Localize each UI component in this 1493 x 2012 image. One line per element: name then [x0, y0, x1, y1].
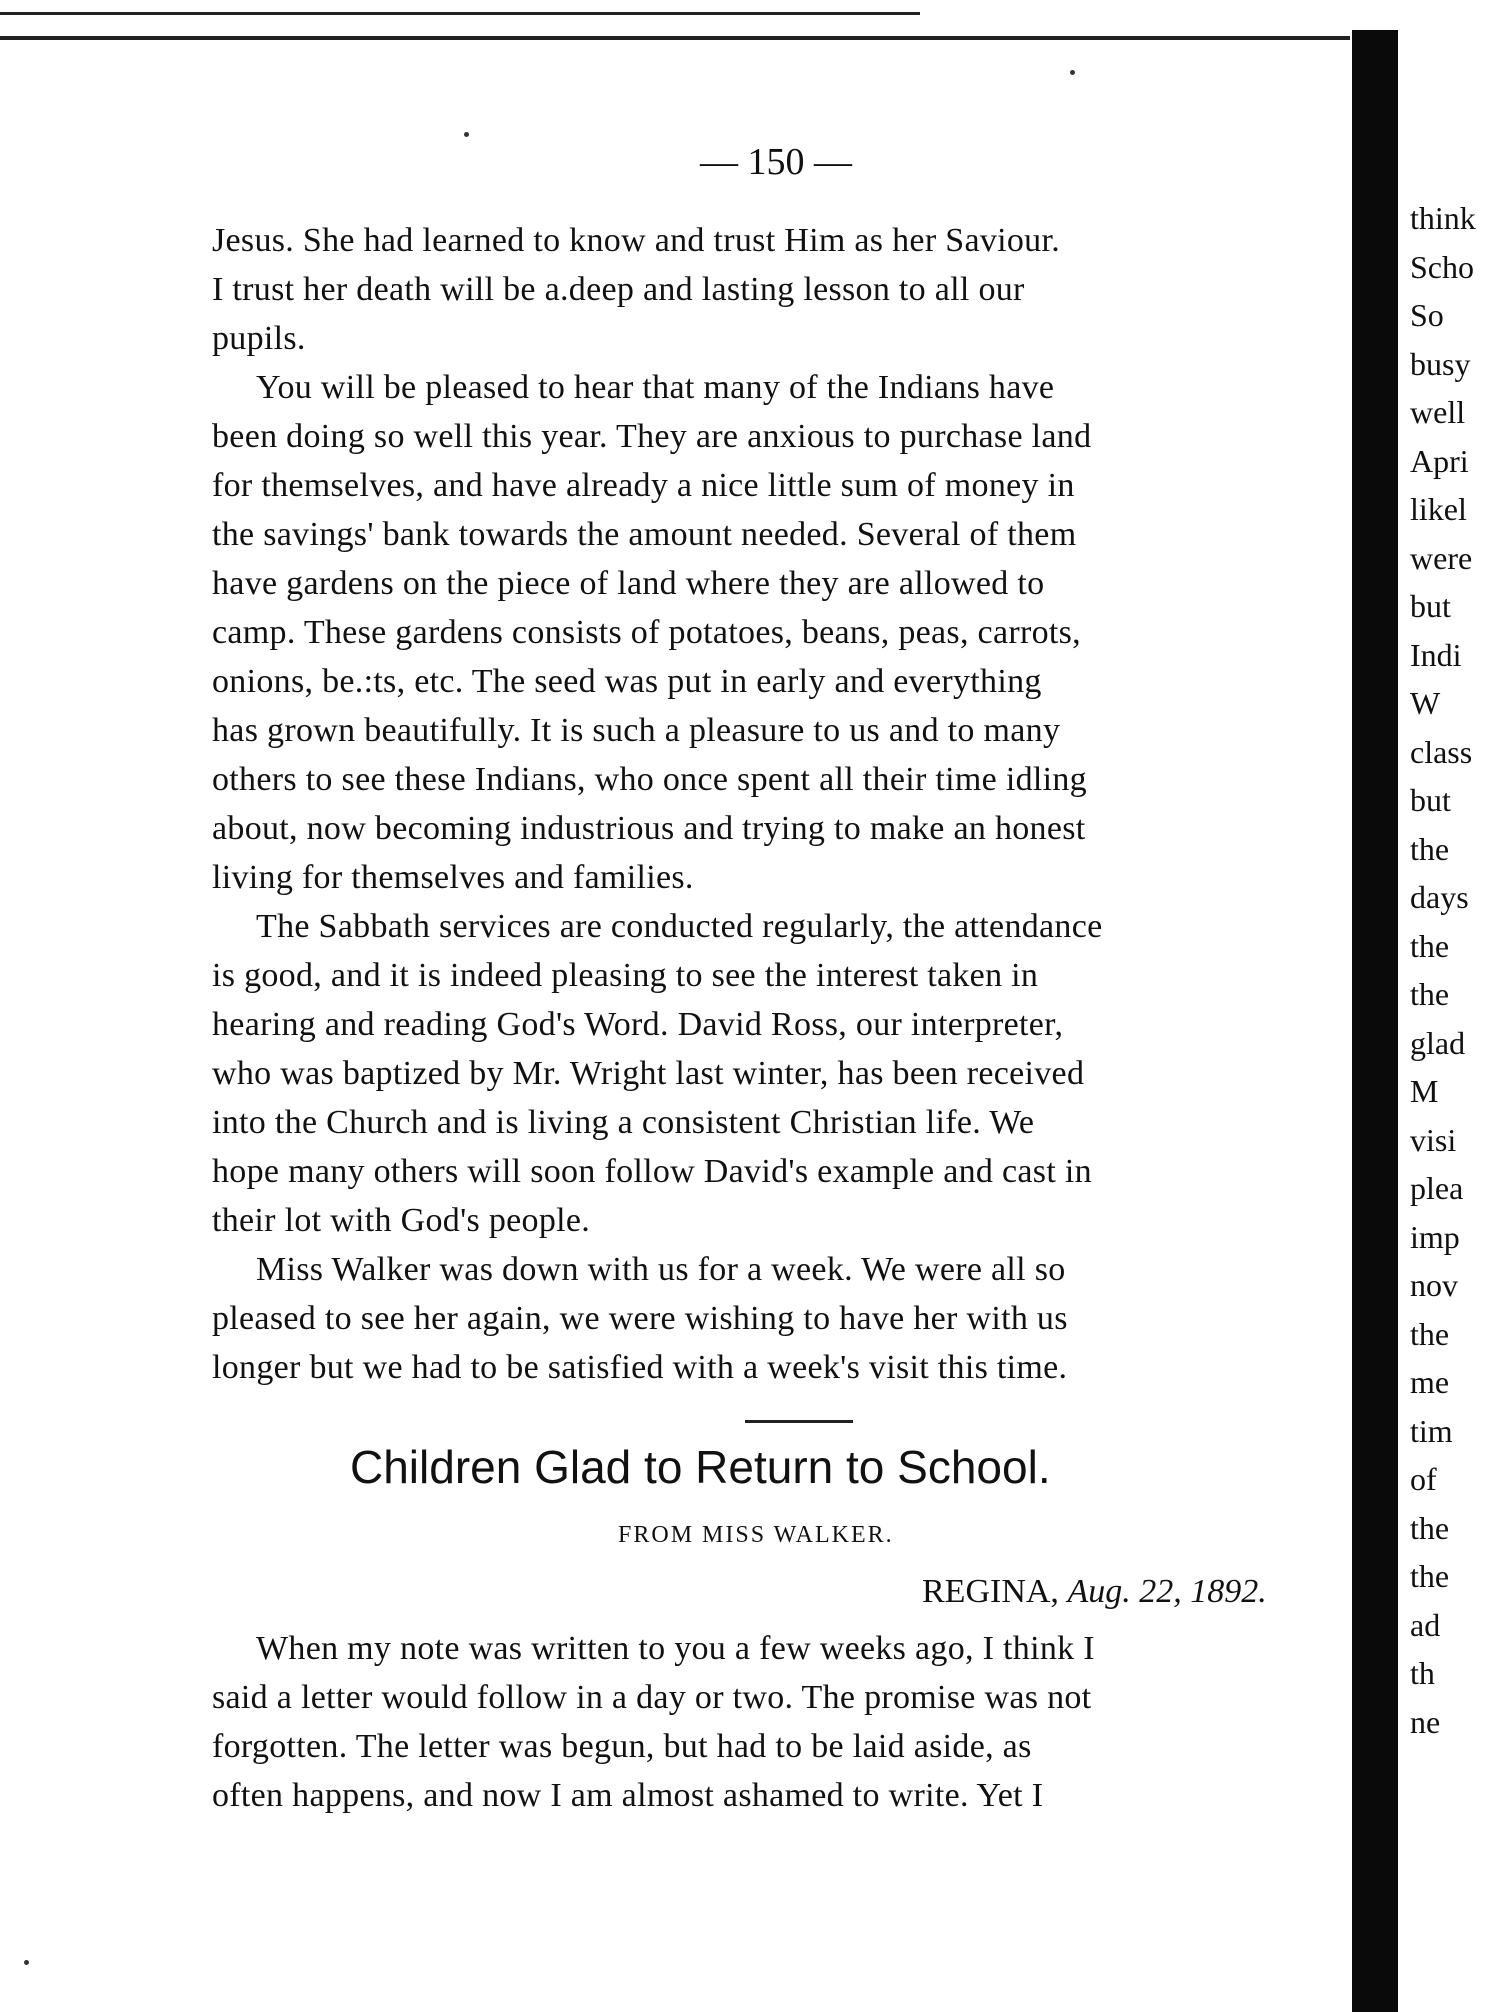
facing-page-fragment: but: [1410, 588, 1451, 624]
section-divider: [745, 1420, 853, 1423]
body-line: their lot with God's people.: [212, 1202, 591, 1239]
letter-line: forgotten. The letter was begun, but had to be laid aside, as: [212, 1728, 1032, 1765]
body-line: Jesus. She had learned to know and trust Him as her Saviour.: [212, 222, 1061, 259]
body-line: pupils.: [212, 320, 306, 357]
body-line: into the Church and is living a consistent Christian life. We: [212, 1104, 1035, 1141]
facing-page-fragment: the: [1410, 1558, 1450, 1594]
facing-page-fragment: ad: [1410, 1606, 1441, 1643]
speck: [1070, 70, 1075, 75]
body-line: who was baptized by Mr. Wright last winter, has been received: [212, 1055, 1085, 1092]
facing-page-fragment: imp: [1410, 1218, 1460, 1255]
body-line: about, now becoming industrious and trying to make an honest: [212, 810, 1086, 847]
book-gutter-shadow: [1352, 30, 1398, 2012]
body-line: I trust her death will be a.deep and lasting lesson to all our: [212, 271, 1025, 308]
facing-page-fragment: th: [1410, 1655, 1435, 1691]
letter-line: often happens, and now I am almost ashamed to write. Yet I: [212, 1777, 1044, 1814]
facing-page-fragment: well: [1410, 394, 1466, 430]
body-line: is good, and it is indeed pleasing to see the interest taken in: [212, 957, 1039, 994]
body-line: longer but we had to be satisfied with a week's visit this time.: [212, 1349, 1068, 1386]
facing-page-fragment: nov: [1410, 1267, 1458, 1303]
facing-page-fragment: the: [1410, 1509, 1450, 1546]
facing-page-fragment: glad: [1410, 1024, 1466, 1061]
facing-page-fragment: Apri: [1410, 442, 1469, 479]
facing-page-fragment: but: [1410, 782, 1451, 818]
body-line: camp. These gardens consists of potatoes, beans, peas, carrots,: [212, 614, 1081, 651]
facing-page-fragment: the: [1410, 927, 1450, 964]
facing-page-fragment: plea: [1410, 1170, 1464, 1206]
facing-page-fragment: class: [1410, 733, 1473, 770]
facing-page-fragment: So: [1410, 297, 1444, 333]
byline: FROM MISS WALKER.: [618, 1522, 894, 1548]
body-line: others to see these Indians, who once spent all their time idling: [212, 761, 1087, 798]
body-line: onions, be.:ts, etc. The seed was put in early and everything: [212, 663, 1042, 700]
body-line: Miss Walker was down with us for a week. We were all so: [256, 1251, 1066, 1288]
facing-page-fragment: days: [1410, 879, 1469, 915]
facing-page-fragment: ne: [1410, 1703, 1441, 1740]
dateline-place: REGINA,: [922, 1573, 1059, 1610]
body-line: for themselves, and have already a nice little sum of money in: [212, 467, 1075, 504]
facing-page-fragment: W: [1410, 685, 1441, 721]
speck: [464, 132, 469, 137]
body-line: The Sabbath services are conducted regularly, the attendance: [256, 908, 1103, 945]
dateline-date: Aug. 22, 1892.: [1067, 1573, 1267, 1610]
body-line: have gardens on the piece of land where they are allowed to: [212, 565, 1045, 602]
facing-page-fragment: of: [1410, 1461, 1437, 1497]
body-line: has grown beautifully. It is such a pleasure to us and to many: [212, 712, 1061, 749]
facing-page-fragment: Scho: [1410, 248, 1474, 285]
body-line: been doing so well this year. They are anxious to purchase land: [212, 418, 1092, 455]
dateline: [922, 1573, 1267, 1611]
top-rule: [0, 12, 920, 15]
facing-page-fragment: visi: [1410, 1121, 1457, 1158]
facing-page-fragment: busy: [1410, 345, 1471, 382]
letter-line: said a letter would follow in a day or two. The promise was not: [212, 1679, 1092, 1716]
page-number: — 150 —: [700, 141, 852, 183]
body-line: You will be pleased to hear that many of the Indians have: [256, 369, 1055, 406]
facing-page-fragment: M: [1410, 1073, 1439, 1109]
body-line: hope many others will soon follow David's example and cast in: [212, 1153, 1092, 1190]
body-line: pleased to see her again, we were wishing to have her with us: [212, 1300, 1068, 1337]
body-line: the savings' bank towards the amount needed. Several of them: [212, 516, 1077, 553]
facing-page-fragment: were: [1410, 539, 1473, 576]
facing-page-fragment: Indi: [1410, 636, 1462, 673]
facing-page-fragment: think: [1410, 200, 1476, 236]
facing-page-fragment: likel: [1410, 491, 1467, 527]
letter-line: When my note was written to you a few weeks ago, I think I: [256, 1630, 1095, 1667]
facing-page-fragment: the: [1410, 976, 1450, 1012]
facing-page-fragment: the: [1410, 830, 1450, 867]
body-line: living for themselves and families.: [212, 859, 694, 896]
section-heading: Children Glad to Return to School.: [350, 1441, 1051, 1493]
facing-page-fragment: the: [1410, 1315, 1450, 1352]
top-rule-lower: [0, 36, 1350, 40]
speck: [24, 1960, 29, 1965]
facing-page-fragment: me: [1410, 1364, 1450, 1400]
body-line: hearing and reading God's Word. David Ross, our interpreter,: [212, 1006, 1064, 1043]
facing-page-fragment: tim: [1410, 1412, 1453, 1449]
